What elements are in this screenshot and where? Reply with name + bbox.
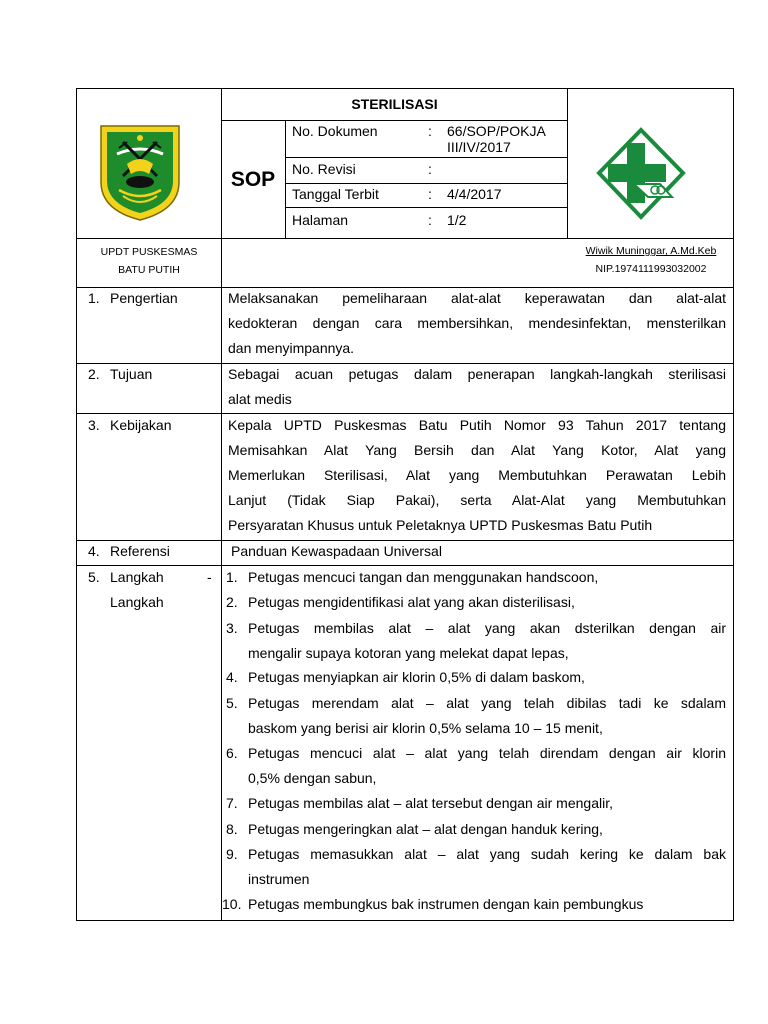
section-label-kebijakan: Kebijakan xyxy=(110,417,172,433)
organization-name-line2: BATU PUTIH xyxy=(118,264,180,276)
step-text-continued: mengalir supaya kotoran yang melekat dapat lepas, xyxy=(248,645,569,661)
step-text: Petugas membungkus bak instrumen dengan kain pembungkus xyxy=(248,896,644,912)
step-text: Petugas merendam alat – alat yang telah dibilas tadi ke sdalam xyxy=(248,695,726,711)
kebijakan-text-line: Kepala UPTD Puskesmas Batu Putih Nomor 93 Tahun 2017 tentang xyxy=(228,417,726,433)
pengertian-text-line: Melaksanakan pemeliharaan alat-alat keperawatan dan alat-alat xyxy=(228,290,726,306)
pengertian-text-line: dan menyimpannya. xyxy=(228,340,355,356)
section-number: 3. xyxy=(88,417,100,433)
info-value-document-number: 66/SOP/POKJA xyxy=(447,123,546,139)
step-number: 5. xyxy=(226,695,238,711)
info-row-line xyxy=(285,157,568,158)
kebijakan-text-line: Persyaratan Khusus untuk Peletaknya UPTD Puskesmas Batu Putih xyxy=(228,517,653,533)
section-label-langkah-line2: Langkah xyxy=(110,594,164,610)
info-label-revision: No. Revisi xyxy=(292,161,356,177)
section-label-referensi: Referensi xyxy=(110,543,170,559)
kebijakan-text-line: Memerlukan Sterilisasi, Alat yang Membutuhkan Perawatan Lebih xyxy=(228,467,726,483)
section-row-line xyxy=(76,413,734,414)
sop-label: SOP xyxy=(230,168,276,191)
step-text: Petugas mengidentifikasi alat yang akan disterilisasi, xyxy=(248,594,575,610)
info-separator: : xyxy=(428,123,432,139)
section-label-tujuan: Tujuan xyxy=(110,366,153,382)
kebijakan-text-line: Memisahkan Alat Yang Bersih dan Alat Yang Kotor, Alat yang xyxy=(228,442,726,458)
step-number: 7. xyxy=(226,795,238,811)
step-text: Petugas mencuci tangan dan menggunakan handscoon, xyxy=(248,569,599,585)
section-label-langkah-dash: - xyxy=(207,569,212,585)
title-row-line xyxy=(221,120,568,121)
info-value-document-number-line2: III/IV/2017 xyxy=(447,139,511,155)
table-border-right xyxy=(733,88,734,921)
tujuan-text-line: Sebagai acuan petugas dalam penerapan langkah-langkah sterilisasi xyxy=(228,366,726,382)
step-text-continued: 0,5% dengan sabun, xyxy=(248,770,377,786)
section-label-pengertian: Pengertian xyxy=(110,290,178,306)
step-number: 1. xyxy=(226,569,238,585)
step-text: Petugas menyiapkan air klorin 0,5% di dalam baskom, xyxy=(248,669,585,685)
step-number: 6. xyxy=(226,745,238,761)
section-row-line xyxy=(76,540,734,541)
step-number: 4. xyxy=(226,669,238,685)
column-divider xyxy=(221,88,222,921)
pengertian-text-line: kedokteran dengan cara membersihkan, mendesinfektan, mensterilkan xyxy=(228,315,726,331)
organization-name: UPDT PUSKESMAS xyxy=(100,246,198,258)
step-text-continued: baskom yang berisi air klorin 0,5% selama 10 – 15 menit, xyxy=(248,720,603,736)
header-bottom-line xyxy=(76,238,734,239)
step-number: 10. xyxy=(222,896,242,912)
section-number: 2. xyxy=(88,366,100,382)
step-text: Petugas memasukkan alat – alat yang sudah kering ke dalam bak xyxy=(248,846,726,862)
step-number: 3. xyxy=(226,620,238,636)
sop-column-divider xyxy=(285,120,286,238)
signer-nip: NIP.1974111993032002 xyxy=(595,263,707,275)
section-row-line xyxy=(76,363,734,364)
table-border-top xyxy=(76,88,734,89)
section-label-langkah: Langkah xyxy=(110,569,164,585)
step-number: 8. xyxy=(226,821,238,837)
org-row-line xyxy=(76,287,734,288)
section-row-line xyxy=(76,565,734,566)
regency-emblem-icon xyxy=(97,124,183,222)
section-number: 4. xyxy=(88,543,100,559)
info-separator: : xyxy=(428,212,432,228)
step-text: Petugas membilas alat – alat yang akan dsterilkan dengan air xyxy=(248,620,726,636)
step-text: Petugas mencuci alat – alat yang telah direndam dengan air klorin xyxy=(248,745,726,761)
step-text-continued: instrumen xyxy=(248,871,310,887)
step-number: 2. xyxy=(226,594,238,610)
info-separator: : xyxy=(428,186,432,202)
section-number: 5. xyxy=(88,569,100,585)
step-text: Petugas mengeringkan alat – alat dengan handuk kering, xyxy=(248,821,603,837)
puskesmas-logo-icon xyxy=(596,127,686,221)
info-label-issue-date: Tanggal Terbit xyxy=(292,186,379,202)
table-border-bottom xyxy=(76,920,734,921)
info-value-issue-date: 4/4/2017 xyxy=(447,186,502,202)
step-number: 9. xyxy=(226,846,238,862)
info-value-page: 1/2 xyxy=(447,212,467,228)
info-label-document-number: No. Dokumen xyxy=(292,123,378,139)
info-row-line xyxy=(285,207,568,208)
info-label-page: Halaman xyxy=(292,212,349,228)
step-text: Petugas membilas alat – alat tersebut dengan air mengalir, xyxy=(248,795,613,811)
document-title: STERILISASI xyxy=(351,96,438,112)
tujuan-text-line: alat medis xyxy=(228,391,292,407)
info-separator: : xyxy=(428,161,432,177)
referensi-text: Panduan Kewaspadaan Universal xyxy=(231,543,442,559)
table-border-left xyxy=(76,88,77,921)
section-number: 1. xyxy=(88,290,100,306)
signer-name: Wiwik Muninggar, A.Md.Keb xyxy=(585,245,717,257)
kebijakan-text-line: Lanjut (Tidak Siap Pakai), serta Alat-Alat yang Membutuhkan xyxy=(228,492,726,508)
info-row-line xyxy=(285,183,568,184)
